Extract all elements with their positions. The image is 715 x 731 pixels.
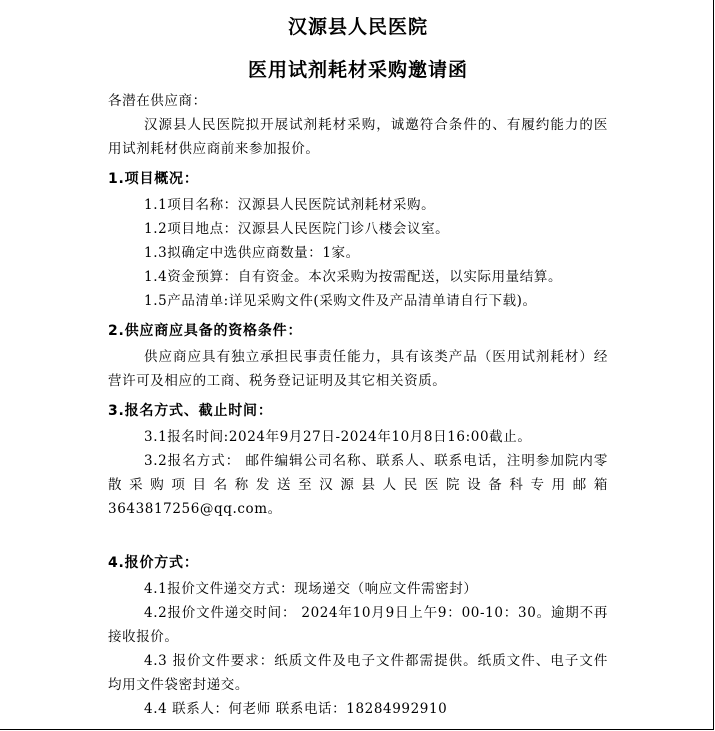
section-4-heading: 4.报价方式： <box>108 555 199 571</box>
section-4-item: 4.1报价文件递交方式：现场递交（响应文件需密封） <box>144 581 478 597</box>
spacer <box>108 521 608 545</box>
section-2-heading: 2.供应商应具备的资格条件： <box>108 323 303 339</box>
section-3-heading: 3.报名方式、截止时间： <box>108 403 273 419</box>
section-1-item: 1.3拟确定中选供应商数量：1家。 <box>144 245 360 261</box>
section-1-item: 1.2项目地点：汉源县人民医院门诊八楼会议室。 <box>144 221 450 237</box>
hospital-title: 汉源县人民医院 <box>287 16 428 38</box>
section-4-item: 4.3 报价文件要求：纸质文件及电子文件都需提供。纸质文件、电子文件均用文件袋密封递交。 <box>108 653 608 693</box>
salutation: 各潜在供应商： <box>108 93 207 109</box>
document-title: 医用试剂耗材采购邀请函 <box>247 59 468 81</box>
document-body <box>108 8 608 721</box>
section-1-item: 1.4资金预算：自有资金。本次采购为按需配送，以实际用量结算。 <box>144 269 563 285</box>
section-3-item: 3.1报名时间:2024年9月27日-2024年10月8日16:00截止。 <box>144 429 532 445</box>
section-3-item: 3.2报名方式： 邮件编辑公司名称、联系人、联系电话，注明参加院内零散采购项目名称发送至汉源县人民医院设备科专用邮箱3643817256@qq.com。 <box>108 453 608 517</box>
section-2-text: 供应商应具有独立承担民事责任能力，具有该类产品（医用试剂耗材）经营许可及相应的工商、税务登记证明及其它相关资质。 <box>108 349 608 389</box>
section-1-item: 1.1项目名称：汉源县人民医院试剂耗材采购。 <box>144 197 436 213</box>
section-4-item: 4.2报价文件递交时间： 2024年10月9日上午9：00-10：30。逾期不再接收报价。 <box>108 605 608 645</box>
section-4-item: 4.4 联系人：何老师 联系电话：18284992910 <box>144 701 448 717</box>
section-1-heading: 1.项目概况： <box>108 171 199 187</box>
section-1-item: 1.5产品清单:详见采购文件(采购文件及产品清单请自行下载)。 <box>144 293 537 309</box>
intro-paragraph: 汉源县人民医院拟开展试剂耗材采购，诚邀符合条件的、有履约能力的医用试剂耗材供应商前来参加报价。 <box>108 117 608 157</box>
